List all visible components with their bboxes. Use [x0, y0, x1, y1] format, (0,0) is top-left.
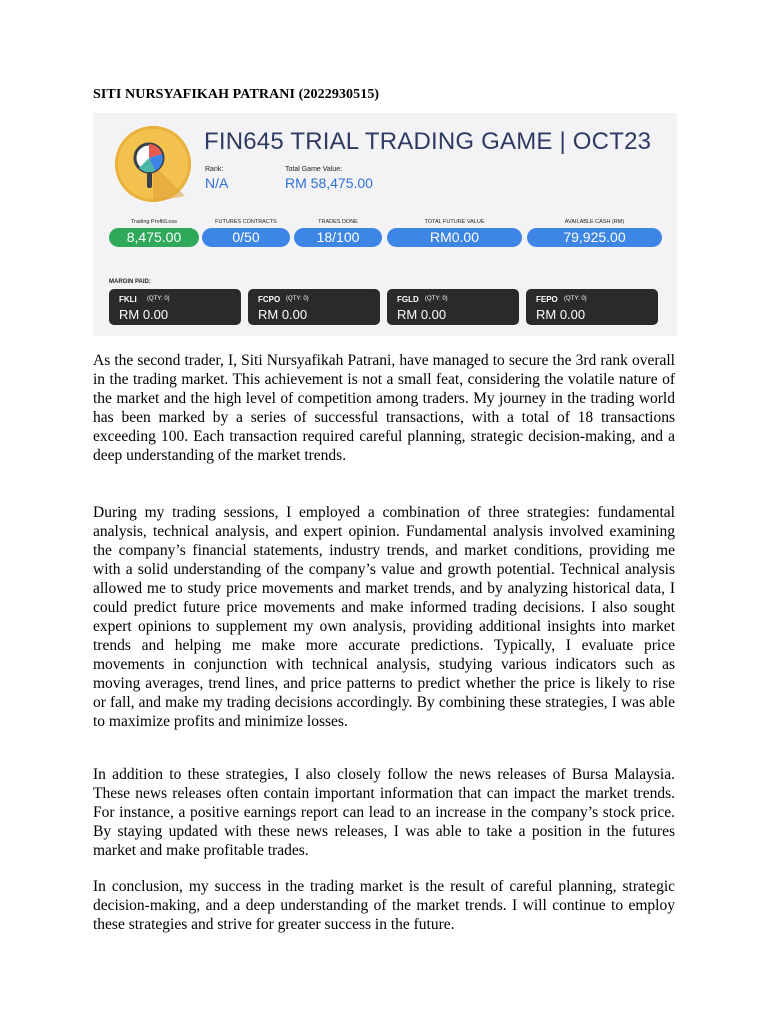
- paragraph-news: In addition to these strategies, I also closely follow the news releases of Bursa Malaysia. These news releases often contain important information that can impact the market trends. For instance, a positive earnings report can lead to an increase in the company’s stock price. By staying updated with these news releases, I was able to take a position in the futures market and make profitable trades.: [93, 766, 675, 859]
- margin-card-fcpo: [248, 289, 380, 325]
- stat-value-available-cash: 79,925.00: [527, 228, 662, 247]
- margin-amount: RM 0.00: [536, 307, 586, 322]
- rank-value: N/A: [205, 175, 229, 191]
- magnifier-chart-icon: [115, 126, 191, 202]
- author-heading: SITI NURSYAFIKAH PATRANI (2022930515): [93, 87, 380, 102]
- stat-value-profit-loss: 8,475.00: [109, 228, 199, 247]
- stat-value-total-future-value: RM0.00: [387, 228, 522, 247]
- margin-code: FGLD: [397, 295, 419, 304]
- stat-label-available-cash: AVAILABLE CASH (RM): [564, 219, 625, 225]
- margin-amount: RM 0.00: [397, 307, 447, 322]
- stat-label-trades-done: TRADES DONE: [318, 219, 358, 225]
- margin-qty: (QTY: 0): [147, 296, 170, 302]
- total-game-value-label: Total Game Value:: [285, 166, 343, 173]
- stat-label-futures-contracts: FUTURES CONTRACTS: [215, 219, 277, 225]
- margin-amount: RM 0.00: [258, 307, 308, 322]
- margin-card-fepo: [526, 289, 658, 325]
- stat-value-trades-done: 18/100: [294, 228, 382, 247]
- stat-label-total-future-value: TOTAL FUTURE VALUE: [424, 219, 485, 225]
- margin-code: FEPO: [536, 295, 558, 304]
- margin-amount: RM 0.00: [119, 307, 169, 322]
- paragraph-strategies: During my trading sessions, I employed a combination of three strategies: fundamental analysis, technical analysis, and expert opinion. Fundamental analysis involved examining the company’s financial statements, industry trends, and market conditions, providing me with a solid understanding of the company’s value and growth potential. Technical analysis allowed me to study price movements and market trends, and by analyzing historical data, I could predict future price movements and make informed trading decisions. I also sought expert opinions to supplement my own analysis, providing additional insights into market trends and helping me make more accurate predictions. Typically, I evaluate price movements in conjunction with technical analysis, studying various indicators such as moving averages, trend lines, and price patterns to predict whether the price is likely to rise or fall, and make my trading decisions accordingly. By combining these strategies, I was able to maximize profits and minimize losses.: [93, 504, 675, 730]
- margin-qty: (QTY: 0): [564, 296, 587, 302]
- trading-dashboard-screenshot: [93, 113, 677, 336]
- margin-card-fkli: [109, 289, 241, 325]
- total-game-value: RM 58,475.00: [285, 175, 373, 191]
- margin-card-fgld: [387, 289, 519, 325]
- margin-code: FKLI: [119, 295, 137, 304]
- rank-label: Rank:: [205, 166, 224, 173]
- margin-qty: (QTY: 0): [286, 296, 309, 302]
- stat-value-futures-contracts: 0/50: [202, 228, 290, 247]
- margin-paid-label: MARGIN PAID:: [109, 279, 151, 285]
- paragraph-conclusion: In conclusion, my success in the trading market is the result of careful planning, strategic decision-making, and a deep understanding of the market trends. I will continue to employ these strategies and strive for greater success in the future.: [93, 878, 675, 933]
- margin-code: FCPO: [258, 295, 281, 304]
- dashboard-title: FIN645 TRIAL TRADING GAME | OCT23: [204, 128, 652, 155]
- margin-qty: (QTY: 0): [425, 296, 448, 302]
- stat-label-profit-loss: Trading Profit/Loss: [131, 219, 177, 225]
- paragraph-rank: As the second trader, I, Siti Nursyafikah Patrani, have managed to secure the 3rd rank overall in the trading market. This achievement is not a small feat, considering the volatile nature of the market and the high level of competition among traders. My journey in the trading world has been marked by a series of successful transactions, with a total of 18 transactions exceeding 100. Each transaction required careful planning, strategic decision-making, and a deep understanding of the market trends.: [93, 352, 675, 464]
